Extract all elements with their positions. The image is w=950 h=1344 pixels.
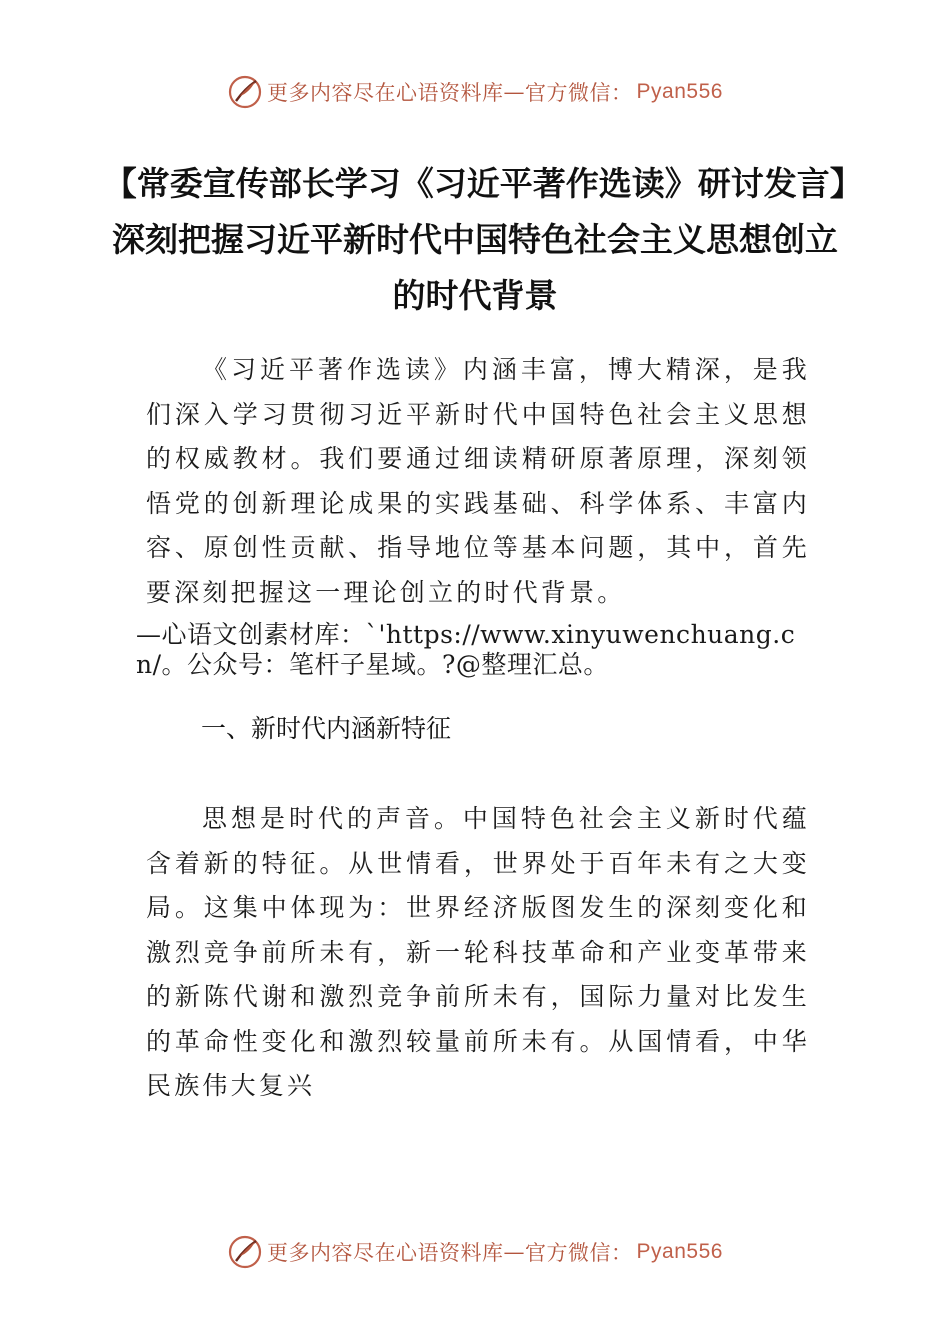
section-heading: 一、新时代内涵新特征 [201, 714, 452, 743]
banner-wechat-id: Pyan556 [636, 1240, 723, 1263]
header-banner [0, 72, 950, 112]
feather-logo-icon [227, 74, 263, 110]
body-paragraph: 《习近平著作选读》内涵丰富，博大精深，是我们深入学习贯彻习近平新时代中国特色社会主义思想的权威教材。我们要通过细读精研原著原理，深刻领悟党的创新理论成果的实践基础、科学体系、丰富内容、原创性贡献、指导地位等基本问题，其中，首先要深刻把握这一理论创立的时代背景。 [146, 355, 810, 607]
banner-dash: — [503, 1240, 526, 1264]
body-paragraph: 思想是时代的声音。中国特色社会主义新时代蕴含着新的特征。从世情看，世界处于百年未有之大变局。这集中体现为：世界经济版图发生的深刻变化和激烈竞争前所未有，新一轮科技革命和产业变革带来的新陈代谢和激烈竞争前所未有，国际力量对比发生的革命性变化和激烈较量前所未有。从国情看，中华民族伟大复兴 [146, 804, 810, 1100]
banner-label: 官方微信： [525, 1241, 633, 1265]
footer-banner [0, 1232, 950, 1272]
document-title: 【常委宣传部长学习《习近平著作选读》研讨发言】深刻把握习近平新时代中国特色社会主义思想创立的时代背景 [103, 164, 847, 315]
feather-logo-icon [227, 1234, 263, 1270]
source-note: —心语文创素材库：`'https://www.xinyuwenchuang.cn/。公众号：笔杆子星域。?@整理汇总。 [136, 620, 796, 679]
banner-label: 官方微信： [525, 81, 633, 105]
banner-wechat-id: Pyan556 [636, 80, 723, 103]
banner-main-text: 更多内容尽在心语资料库 [267, 81, 504, 105]
banner-main-text: 更多内容尽在心语资料库 [267, 1241, 504, 1265]
banner-dash: — [503, 80, 526, 104]
